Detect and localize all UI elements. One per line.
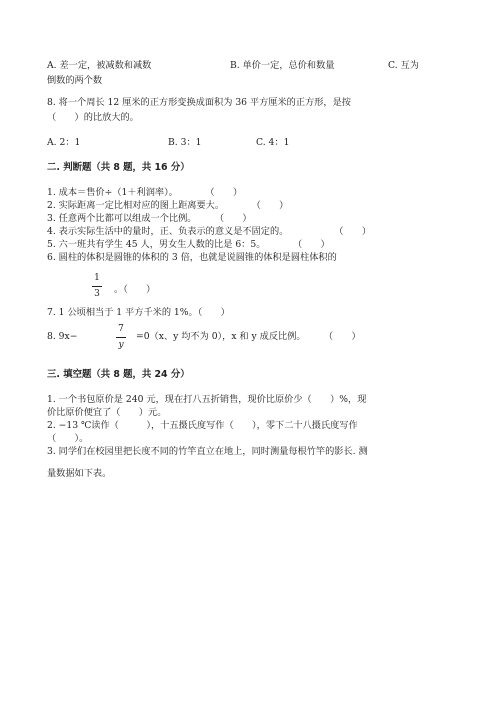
option-c: C. 互为 xyxy=(388,60,419,71)
list-item: 2. −13 ℃读作（ ），十五摄氏度写作（ ），零下二十八摄氏度写作 xyxy=(47,420,358,431)
fraction-one-third xyxy=(92,274,102,299)
fraction-seven-over-y xyxy=(116,325,126,350)
item-8-tail: =0（x、y 均不为 0），x 和 y 成反比例。 （ ） xyxy=(136,331,361,342)
section-3-title: 三. 填空题（共 8 题，共 24 分） xyxy=(47,369,190,380)
item-6-tail: 。（ ） xyxy=(114,284,156,295)
list-item: 3. 任意两个比都可以组成一个比例。 （ ） xyxy=(47,213,252,224)
option-c-continued: 倒数的两个数 xyxy=(47,75,103,86)
list-item-cont: 量数据如下表。 xyxy=(47,468,112,479)
list-item: 2. 实际距离一定比相对应的图上距离要大。 （ ） xyxy=(47,200,289,211)
fraction-numerator: 1 xyxy=(94,273,100,283)
fraction-denominator: y xyxy=(118,340,124,350)
fraction-bar xyxy=(116,337,126,338)
list-item: 6. 圆柱的体积是圆锥的体积的 3 倍，也就是说圆锥的体积是圆柱体积的 xyxy=(47,252,337,263)
fraction-numerator: 7 xyxy=(118,324,124,334)
list-item: 1. 一个书包原价是 240 元，现在打八五折销售，现价比原价少（ ）%，现 xyxy=(47,394,367,405)
list-item-cont: 价比原价便宜了（ ）元。 xyxy=(47,407,167,418)
option-b: B. 3：1 xyxy=(168,137,202,148)
question-8-text-cont: （ ）的比放大的。 xyxy=(47,112,139,123)
list-item: 3. 同学们在校园里把长度不同的竹竿直立在地上，同时测量每根竹竿的影长. 测 xyxy=(47,446,368,457)
fraction-bar xyxy=(92,286,102,287)
option-c: C. 4：1 xyxy=(256,137,290,148)
option-a: A. 差一定，被减数和减数 xyxy=(47,60,152,71)
item-8-prefix: 8. 9x− xyxy=(47,331,78,342)
list-item-cont: （ ）。 xyxy=(47,433,89,444)
list-item: 5. 六一班共有学生 45 人，男女生人数的比是 6：5。 （ ） xyxy=(47,239,330,250)
list-item: 7. 1 公顷相当于 1 平方千米的 1%。（ ） xyxy=(47,307,230,318)
list-item: 1. 成本＝售价÷（1＋利润率）。 （ ） xyxy=(47,187,243,198)
option-b: B. 单价一定，总价和数量 xyxy=(230,60,335,71)
fraction-denominator: 3 xyxy=(94,289,100,299)
section-2-title: 二. 判断题（共 8 题，共 16 分） xyxy=(47,162,190,173)
option-a: A. 2：1 xyxy=(47,137,81,148)
list-item: 4. 表示实际生活中的量时，正、负表示的意义是不固定的。 （ ） xyxy=(47,226,372,237)
question-8-text: 8. 将一个周长 12 厘米的正方形变换成面积为 36 平方厘米的正方形，是按 xyxy=(47,97,351,108)
